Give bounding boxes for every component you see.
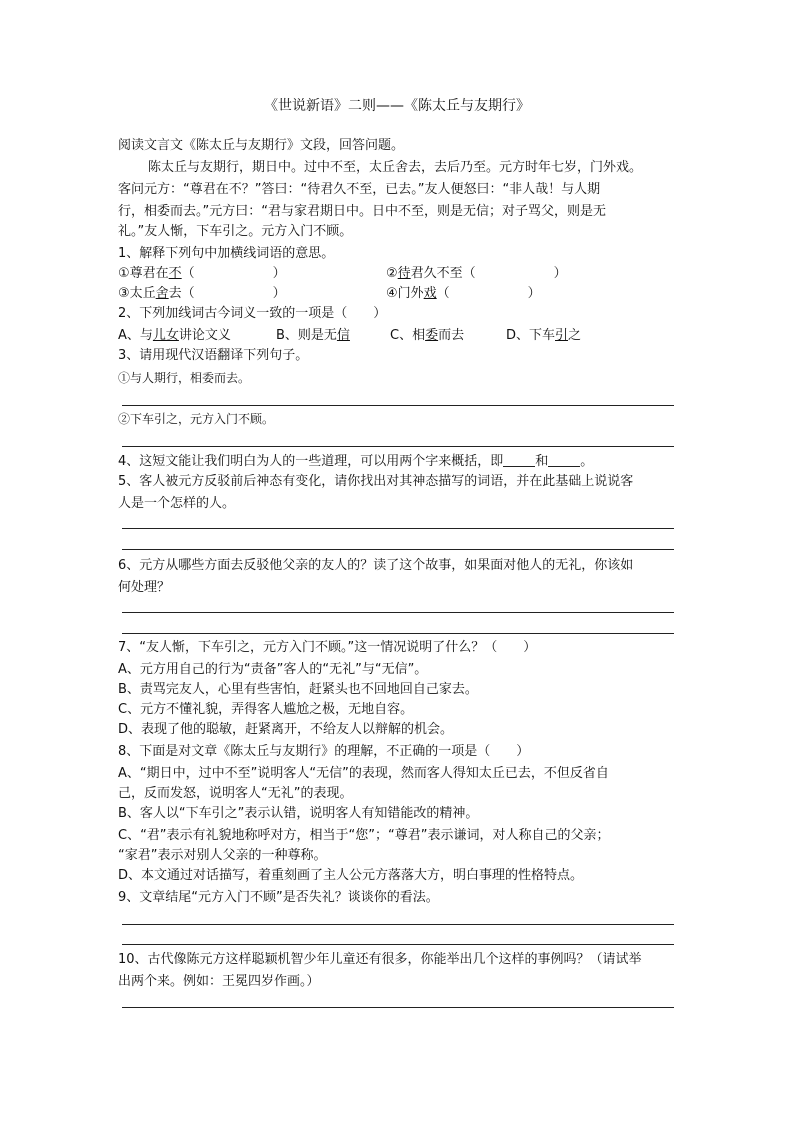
q3-sentence-2: ②下车引之，元方入门不顾。 — [118, 412, 275, 426]
q8-line: D、本文通过对话描写，着重刻画了主人公元方落落大方，明白事理的性格特点。 — [118, 868, 584, 883]
q4-text: 4、这短文能让我们明白为人的一些道理，可以用两个字来概括，即 和 。 — [118, 454, 594, 469]
passage-line: 陈太丘与友期行，期日中。过中不至，太丘舍去，去后乃至。元方时年七岁，门外戏。 — [148, 160, 643, 175]
q8-line: “家君”表示对别人父亲的一种尊称。 — [118, 848, 327, 863]
q10-line: 10、古代像陈元方这样聪颖机智少年儿童还有很多，你能举出几个这样的事例吗？（请试举 — [118, 952, 642, 967]
q7-option-b: B、责骂完友人，心里有些害怕，赶紧头也不回地回自己家去。 — [118, 682, 478, 697]
q1-item-4: ④门外戏（ ） — [386, 286, 541, 301]
q3-stem: 3、请用现代汉语翻译下列句子。 — [118, 348, 309, 363]
answer-line — [122, 405, 674, 406]
q9-text: 9、文章结尾“元方入门不顾”是否失礼？谈谈你的看法。 — [118, 890, 439, 905]
passage-line: 客问元方：“尊君在不？”答曰：“待君久不至，已去。”友人便怒曰：“非人哉！与人期 — [118, 182, 601, 197]
answer-line — [122, 549, 674, 550]
q1-stem: 1、解释下列句中加横线词语的意思。 — [118, 246, 335, 261]
q1-item-2: ②待君久不至（ ） — [386, 266, 567, 281]
answer-line — [122, 633, 674, 634]
q2-stem: 2、下列加线词古今词义一致的一项是（ ） — [118, 306, 387, 321]
q2-option-b: B、则是无信 — [276, 328, 350, 343]
q5-line: 5、客人被元方反驳前后神态有变化，请你找出对其神态描写的词语，并在此基础上说说客 — [118, 474, 634, 489]
q8-line: B、客人以“下车引之”表示认错，说明客人有知错能改的精神。 — [118, 806, 479, 821]
q8-line: C、“君”表示有礼貌地称呼对方，相当于“您”；“尊君”表示谦词，对人称自己的父亲； — [118, 828, 610, 843]
q10-line: 出两个来。例如：王冕四岁作画。） — [118, 974, 320, 989]
answer-line — [122, 1007, 674, 1008]
q2-option-a: A、与儿女讲论文义 — [118, 328, 231, 343]
q8-stem: 8、下面是对文章《陈太丘与友期行》的理解，不正确的一项是（ ） — [118, 744, 530, 759]
q2-option-d: D、下车引之 — [506, 328, 582, 343]
passage-line: 礼。”友人惭，下车引之。元方入门不顾。 — [118, 224, 353, 239]
answer-line — [122, 944, 674, 945]
answer-line — [122, 924, 674, 925]
q1-item-3: ③太丘舍去（ ） — [118, 286, 286, 301]
answer-line — [122, 528, 674, 529]
q1-item-1: ①尊君在不（ ） — [118, 266, 286, 281]
q8-line: A、“期日中，过中不至”说明客人“无信”的表现，然而客人得知太丘已去，不但反省自 — [118, 766, 609, 781]
q7-stem: 7、“友人惭，下车引之，元方入门不顾。”这一情况说明了什么？（ ） — [118, 640, 537, 655]
page-title: 《世说新语》二则——《陈太丘与友期行》 — [264, 98, 530, 114]
answer-line — [122, 446, 674, 447]
q7-option-d: D、表现了他的聪敏，赶紧离开，不给友人以辩解的机会。 — [118, 722, 454, 737]
intro-text: 阅读文言文《陈太丘与友期行》文段，回答问题。 — [118, 138, 405, 153]
q4-blank-1[interactable] — [503, 452, 535, 467]
q2-option-c: C、相委而去 — [390, 328, 465, 343]
q6-line: 6、元方从哪些方面去反驳他父亲的友人的？读了这个故事，如果面对他人的无礼，你该如 — [118, 558, 634, 573]
q8-line: 己，反而发怒，说明客人“无礼”的表现。 — [118, 786, 353, 801]
q7-option-a: A、元方用自己的行为“责备”客人的“无礼”与“无信”。 — [118, 662, 428, 677]
q5-line: 人是一个怎样的人。 — [118, 496, 236, 511]
q4-blank-2[interactable] — [548, 452, 580, 467]
answer-line — [122, 612, 674, 613]
q6-line: 何处理？ — [118, 580, 171, 595]
passage-line: 行，相委而去。”元方曰：“君与家君期日中。日中不至，则是无信；对子骂父，则是无 — [118, 204, 606, 219]
q3-sentence-1: ①与人期行，相委而去。 — [118, 371, 251, 385]
q7-option-c: C、元方不懂礼貌，弄得客人尴尬之极，无地自容。 — [118, 702, 414, 717]
